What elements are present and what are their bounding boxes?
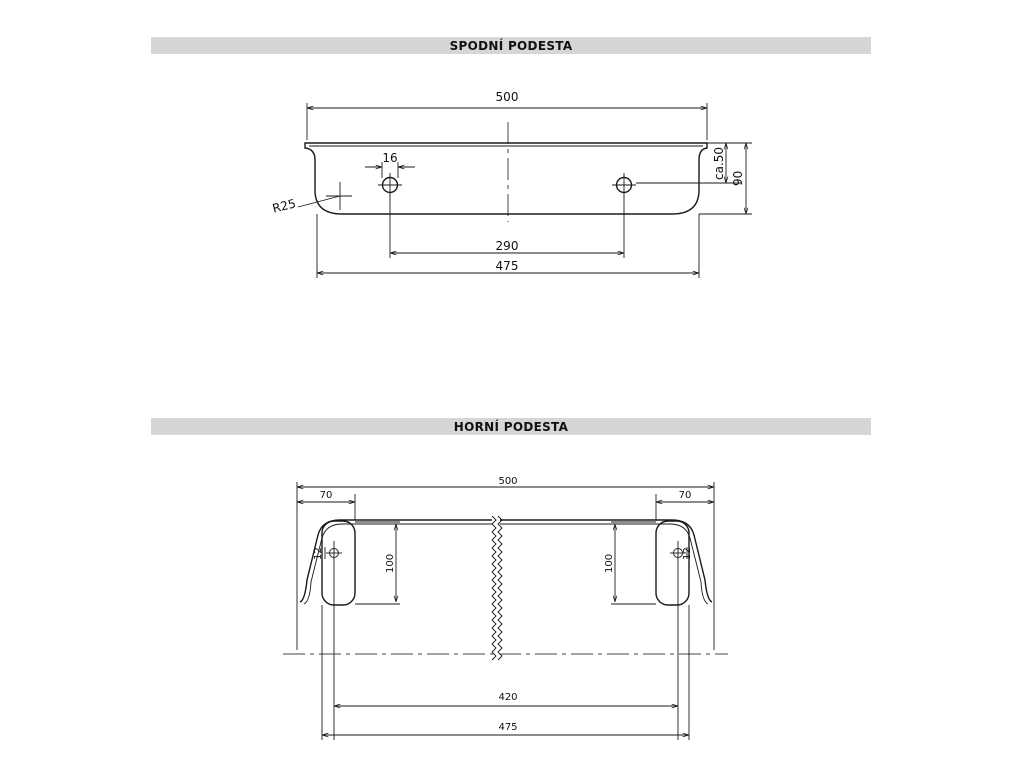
slot-left xyxy=(322,521,355,605)
dim-label-500: 500 xyxy=(495,90,519,104)
dim-label-r25: R25 xyxy=(270,196,298,216)
dim-label-70-right: 70 xyxy=(678,490,692,501)
dim-label-290: 290 xyxy=(495,239,519,253)
dim-label-475: 475 xyxy=(495,259,519,273)
dim-label-100-left: 100 xyxy=(385,553,396,573)
top-section-title: HORNÍ PODESTA xyxy=(453,419,569,434)
dim-label-475-top: 475 xyxy=(498,722,518,733)
bottom-section-title: SPODNÍ PODESTA xyxy=(449,38,573,53)
bottom-step-profile xyxy=(305,143,707,214)
bottom-step-drawing xyxy=(271,90,752,278)
dim-label-12-right: 12 xyxy=(682,547,693,560)
dim-label-70-left: 70 xyxy=(319,490,333,501)
top-plate-left-inner xyxy=(304,524,492,604)
top-step-drawing xyxy=(283,476,728,740)
dim-label-90: 90 xyxy=(731,170,745,186)
break-line-right xyxy=(498,516,502,660)
dim-label-ca50: ca.50 xyxy=(712,146,726,180)
slot-right xyxy=(656,521,689,605)
dim-label-16: 16 xyxy=(382,151,398,165)
dim-label-420: 420 xyxy=(498,692,518,703)
break-line-left xyxy=(492,516,496,660)
dim-label-100-right: 100 xyxy=(604,553,615,573)
dim-label-12-left: 12 xyxy=(313,547,324,560)
dim-label-500-top: 500 xyxy=(498,476,518,487)
